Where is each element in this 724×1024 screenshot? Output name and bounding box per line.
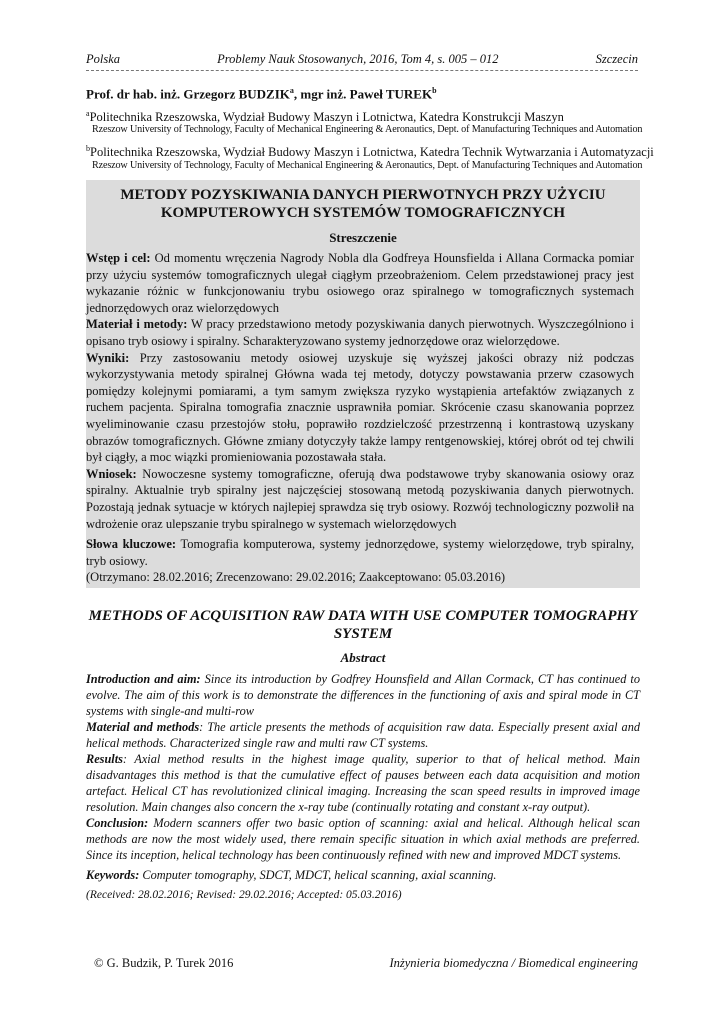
affiliation-b-pl <box>86 141 654 160</box>
pl-label-intro: Wstęp i cel: <box>86 251 151 265</box>
affiliation-a-en: Rzeszow University of Technology, Faculty of Mechanical Engineering & Aeronautics, Dept. of Manufacturing Techniques and Automation <box>92 124 643 135</box>
authors-line <box>86 86 437 102</box>
running-header <box>86 52 638 67</box>
pl-label-results: Wyniki: <box>86 350 130 365</box>
pl-dates: (Otrzymano: 28.02.2016; Zrecenzowano: 29.02.2016; Zaakceptowano: 05.03.2016) <box>86 570 505 585</box>
polish-title: METODY POZYSKIWANIA DANYCH PIERWOTNYCH PRZY UŻYCIU KOMPUTEROWYCH SYSTEMÓW TOMOGRAFICZNYCH <box>120 187 606 221</box>
affiliation-a-text: Politechnika Rzeszowska, Wydział Budowy Maszyn i Lotnictwa, Katedra Konstrukcji Maszyn <box>89 110 564 125</box>
en-keywords-text: Computer tomography, SDCT, MDCT, helical scanning, axial scanning. <box>139 868 497 882</box>
en-section-methods <box>86 719 640 751</box>
polish-abstract-heading: Streszczenie <box>329 230 397 245</box>
author-1-sup: a <box>289 86 294 95</box>
pl-label-methods: Materiał i metody: <box>86 317 188 332</box>
english-title: METHODS OF ACQUISITION RAW DATA WITH USE COMPUTER TOMOGRAPHY SYSTEM <box>88 608 638 642</box>
affiliation-b-text: Politechnika Rzeszowska, Wydział Budowy Maszyn i Lotnictwa, Katedra Technik Wytwarzania i Automatyzacji <box>90 145 654 160</box>
author-1: Prof. dr hab. inż. Grzegorz BUDZIK <box>86 86 290 102</box>
pl-keywords <box>86 536 634 569</box>
en-section-conclusion <box>86 815 640 863</box>
footer-journal-section: Inżynieria biomedyczna / Biomedical engineering <box>389 956 638 970</box>
footer-copyright: © G. Budzik, P. Turek 2016 <box>94 956 234 970</box>
author-2-sup: b <box>432 86 437 95</box>
pl-label-conclusion: Wniosek: <box>86 466 137 481</box>
polish-abstract-body <box>86 250 634 586</box>
pl-section-results <box>86 350 634 466</box>
pl-section-methods <box>86 316 634 349</box>
en-section-intro <box>86 671 640 719</box>
en-label-conclusion: Conclusion: <box>86 816 149 830</box>
en-keywords <box>86 867 640 883</box>
english-abstract-body <box>86 671 640 903</box>
pl-text-methods: W pracy przedstawiono metody pozyskiwania danych pierwotnych. Wyszczególniono i opisano tryb osiowy i spiralny. Scharakteryzowano systemy jednorzędowe oraz wielorzędowe. <box>86 317 634 348</box>
en-label-results: Results <box>86 752 123 766</box>
header-country: Polska <box>86 52 121 66</box>
pl-text-results: Przy zastosowaniu metody osiowej uzyskuje się wyższej jakości obrazy niż podczas wykorzystywania metody spiralnej Główna wada tej metody, dotyczy powstawania przerw czasowych pomiędzy kolejnymi pomiarami, a tym samym zwiększa ryzyko wystąpienia artefaktów związanych z ruchem pacjenta. Spiralna tomografia znacznie usprawniła pomiar. Skrócenie czasu skanowania poprzez wyeliminowanie czasu przestojów stołu, poprawiło rozdzielczość przestrzenną i kontrastową uzyskany obrazów tomograficznych. Główne zmiany dotyczyły także lampy rentgenowskiej, której obrót od tej chwili był ciągły, a moc wiązki promieniowania pozostawała stała. <box>86 350 634 465</box>
en-text-intro: Since its introduction by Godfrey Hounsfield and Allan Cormack, CT has continued to evolve. The aim of this work is to demonstrate the differences in the functioning of axis and spiral mode in CT systems with single-and multi-row <box>86 672 640 718</box>
en-text-conclusion: Modern scanners offer two basic option of scanning: axial and helical. Although helical scan methods are now the most widely used, there remain specific situation in which axial methods are preferred. Since its inception, helical technology has been continuously refined with new and improved MDCT systems. <box>86 816 640 862</box>
pl-text-intro: Od momentu wręczenia Nagrody Nobla dla Godfreya Hounsfielda i Allana Cormacka pomiar przy użyciu systemów tomograficznych ulegał ciągłym przeobrażeniom. Celem przedstawionej pracy jest wykazanie różnic w funkcjonowaniu trybu osiowego oraz spiralnego w tomograficznych systemach jednorzędowych oraz wielorzędowych <box>86 251 635 315</box>
affiliation-a-sup: a <box>86 109 90 118</box>
affiliation-a-pl <box>86 106 646 125</box>
pl-text-conclusion: Nowoczesne systemy tomograficzne, oferują dwa podstawowe tryby skanowania osiowy oraz spiralny. Aktualnie tryb spiralny jest najczęściej stosowaną metodą pozyskiwania danych pierwotnych. Pozostają jednak sytuacje w których najlepiej sprawdza się tryb osiowy. Rozwój technologiczny pozwolił na wdrożenie oraz ulepszanie trybu spiralnego w systemach wielorzędowych <box>86 466 634 531</box>
affiliation-b-en: Rzeszow University of Technology, Faculty of Mechanical Engineering & Aeronautics, Dept. of Manufacturing Techniques and Automation <box>92 160 643 171</box>
author-2: , mgr inż. Paweł TUREK <box>293 86 433 102</box>
en-text-methods: : The article presents the methods of acquisition raw data. Especially present axial and helical methods. Characterized single raw and multi raw CT systems. <box>86 720 640 750</box>
header-journal: Problemy Nauk Stosowanych, 2016, Tom 4, s. 005 – 012 <box>217 52 499 66</box>
pl-section-intro <box>86 250 634 316</box>
en-text-results: : Axial method results in the highest image quality, superior to that of helical method. Main disadvantages this method is that the cumulative effect of pauses between each data acquisition and motion artefact. Helical CT has revolutionized clinical imaging. Increasing the scan speed results in improved image resolution. Main changes also concern the x-ray tube (continually rotating and constant x-ray output). <box>86 752 640 814</box>
en-keywords-label: Keywords: <box>86 868 140 882</box>
header-divider <box>86 70 638 71</box>
en-section-results <box>86 751 640 815</box>
english-abstract-heading: Abstract <box>340 650 386 665</box>
header-city: Szczecin <box>595 52 638 66</box>
affiliation-b-sup: b <box>86 144 90 153</box>
page-footer <box>94 956 638 971</box>
en-label-intro: Introduction and aim: <box>86 672 201 686</box>
en-label-methods: Material and methods <box>86 720 200 734</box>
en-dates: (Received: 28.02.2016; Revised: 29.02.2016; Accepted: 05.03.2016) <box>86 889 402 901</box>
pl-keywords-label: Słowa kluczowe: <box>86 537 177 552</box>
pl-section-conclusion <box>86 466 634 532</box>
pl-keywords-text: Tomografia komputerowa, systemy jednorzędowe, systemy wielorzędowe, tryb spiralny, tryb osiowy. <box>86 537 634 568</box>
